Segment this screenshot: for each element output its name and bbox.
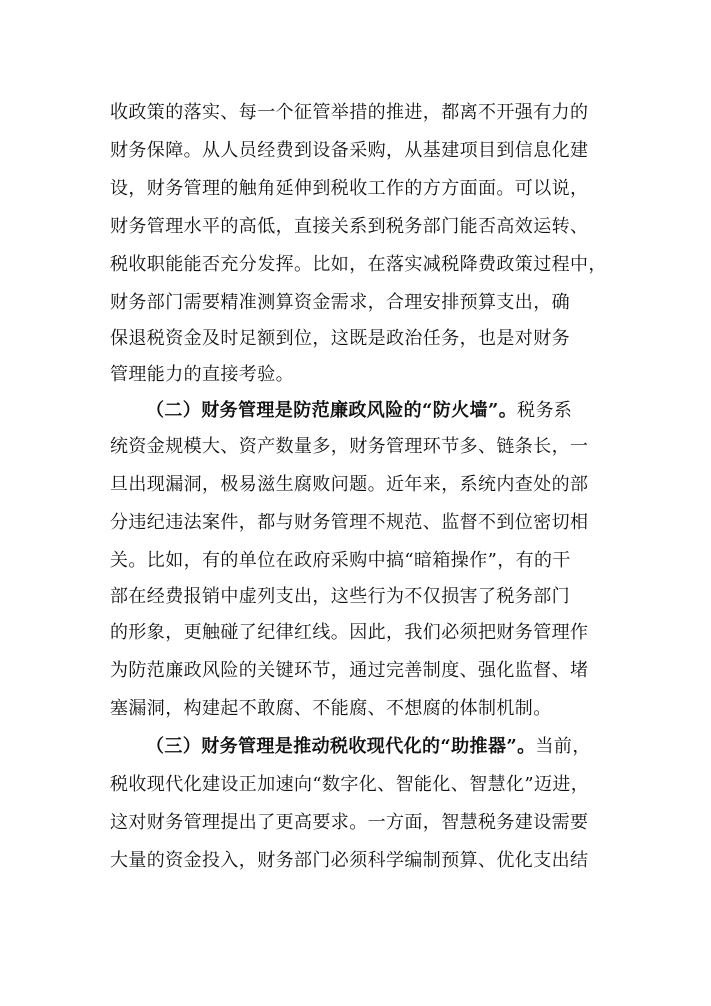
section-heading-line: [146, 396, 610, 426]
section-heading: （三）财务管理是推动税收现代化的“助推器”。: [146, 736, 536, 757]
paragraph-line: 旦出现漏洞，极易滋生腐败问题。近年来，系统内查处的部: [110, 474, 589, 495]
section-heading: （二）财务管理是防范廉政风险的“防火墙”。: [146, 400, 518, 421]
paragraph-line: 的形象，更触碰了纪律红线。因此，我们必须把财务管理作: [110, 622, 589, 643]
section-heading-line: [146, 732, 610, 762]
paragraph-line: 财务管理水平的高低，直接关系到税务部门能否高效运转、: [110, 216, 589, 237]
paragraph-line: 保退税资金及时足额到位，这既是政治任务，也是对财务: [110, 328, 570, 349]
paragraph-line: 大量的资金投入，财务部门必须科学编制预算、优化支出结: [110, 850, 589, 871]
paragraph-line: 为防范廉政风险的关键环节，通过完善制度、强化监督、堵: [110, 660, 589, 681]
paragraph-line: 收政策的落实、每一个征管举措的推进，都离不开强有力的: [110, 102, 589, 123]
paragraph-line: 财务保障。从人员经费到设备采购，从基建项目到信息化建: [110, 140, 589, 161]
paragraph-line: 设，财务管理的触角延伸到税收工作的方方面面。可以说，: [110, 178, 589, 199]
paragraph-line: 关。比如，有的单位在政府采购中搞“暗箱操作”，有的干: [110, 550, 571, 571]
section-heading-continuation: 税务系: [517, 400, 573, 421]
paragraph-line: 税收职能能否充分发挥。比如，在落实减税降费政策过程中，: [110, 254, 607, 275]
paragraph-line: 这对财务管理提出了更高要求。一方面，智慧税务建设需要: [110, 812, 589, 833]
paragraph-line: 部在经费报销中虚列支出，这些行为不仅损害了税务部门: [110, 586, 570, 607]
section-heading-continuation: 当前，: [535, 736, 591, 757]
paragraph-line: 统资金规模大、资产数量多，财务管理环节多、链条长，一: [110, 436, 589, 457]
paragraph-line: 财务部门需要精准测算资金需求，合理安排预算支出，确: [110, 292, 570, 313]
paragraph-line: 分违纪违法案件，都与财务管理不规范、监督不到位密切相: [110, 512, 589, 533]
paragraph-line: 管理能力的直接考验。: [110, 364, 294, 385]
paragraph-line: 塞漏洞，构建起不敢腐、不能腐、不想腐的体制机制。: [110, 698, 552, 719]
paragraph-line: 税收现代化建设正加速向“数字化、智能化、智慧化”迈进，: [110, 774, 590, 795]
